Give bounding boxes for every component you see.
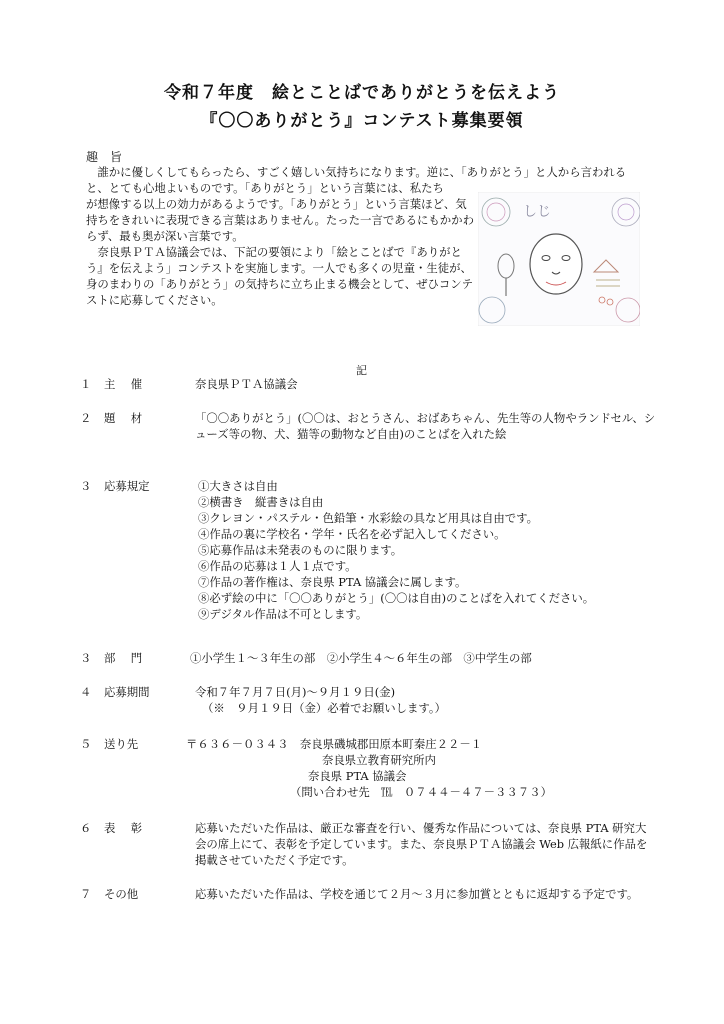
section-value: 応募いただいた作品は、厳正な審査を行い、優秀な作品については、奈良県 PTA 研究大会の席上にて、表彰を予定しています。また、奈良県ＰＴＡ協議会 Web 広報紙に作品を掲載させていただく予定です。 bbox=[195, 821, 648, 867]
section-value: 令和７年７月７日(月)～９月１９日(金) bbox=[195, 685, 396, 699]
svg-text:しじ: しじ bbox=[523, 204, 551, 220]
section-number: ７ bbox=[80, 887, 92, 901]
rule-item: ⑥作品の応募は１人１点です。 bbox=[198, 559, 357, 573]
section-label: 応募規定 bbox=[104, 479, 150, 493]
purpose-paragraph-narrow bbox=[86, 196, 478, 308]
address-line-3: 奈良県 PTA 協議会 bbox=[308, 769, 407, 783]
section-value: ①小学生１～３年生の部 ②小学生４～６年生の部 ③中学生の部 bbox=[190, 651, 532, 665]
section-number: ３ bbox=[80, 479, 92, 493]
purpose-text-3: 奈良県ＰＴＡ協議会では、下記の要領により「絵とことばで『ありがとう』を伝えよう」コンテストを実施します。一人でも多くの児童・生徒が、身のまわりの「ありがとう」の気持ちに立ち止まる機会として、ぜひコンテストに応募してください。 bbox=[86, 245, 474, 307]
title-line-2: 『〇〇ありがとう』コンテスト募集要領 bbox=[200, 111, 524, 131]
purpose-text-1: 誰かに優しくしてもらったら、すごく嬉しい気持ちになります。逆に、「ありがとう」と人から言われると、とても心地よいものです。「ありがとう」という言葉には、私たち bbox=[86, 165, 627, 195]
child-drawing-illustration bbox=[478, 192, 640, 326]
section-label: 表 彰 bbox=[104, 821, 145, 835]
rule-item: ⑦作品の著作権は、奈良県 PTA 協議会に属します。 bbox=[198, 575, 467, 589]
section-label: 送り先 bbox=[104, 737, 139, 751]
section-value: 奈良県ＰＴＡ協議会 bbox=[195, 377, 298, 391]
section-label: 主 催 bbox=[104, 377, 145, 391]
section-number: ３ bbox=[80, 651, 92, 665]
rule-item: ⑨デジタル作品は不可とします。 bbox=[198, 607, 368, 621]
ki-marker: 記 bbox=[356, 364, 367, 377]
contact-phone: （問い合わせ先 ℡ ０７４４－４７－３３７３） bbox=[290, 785, 552, 799]
section-note: （※ ９月１９日（金）必着でお願いします。） bbox=[202, 701, 446, 715]
rule-item: ①大きさは自由 bbox=[198, 479, 278, 493]
rule-item: ②横書き 縦書きは自由 bbox=[198, 495, 324, 509]
address-line-1: 〒６３６－０３４３ 奈良県磯城郡田原本町秦庄２２－１ bbox=[186, 737, 483, 751]
purpose-text-2: が想像する以上の効力があるようです。「ありがとう」という言葉ほど、気持ちをきれいに表現できる言葉はありません。たった一言であるにもかかわらず、最も奥が深い言葉です。 bbox=[86, 197, 474, 243]
section-value: 応募いただいた作品は、学校を通じて２月～３月に参加賞とともに返却する予定です。 bbox=[195, 887, 639, 901]
rule-item: ⑤応募作品は未発表のものに限ります。 bbox=[198, 543, 403, 557]
rule-item: ⑧必ず絵の中に「〇〇ありがとう」(〇〇は自由)のことばを入れてください。 bbox=[198, 591, 595, 605]
section-label: 部 門 bbox=[104, 651, 145, 665]
section-label: 応募期間 bbox=[104, 685, 150, 699]
section-number: ２ bbox=[80, 411, 92, 425]
section-number: １ bbox=[80, 377, 92, 391]
section-number: ４ bbox=[80, 685, 92, 699]
purpose-heading: 趣 旨 bbox=[86, 150, 123, 164]
section-label: その他 bbox=[104, 887, 139, 901]
section-number: ６ bbox=[80, 821, 92, 835]
address-line-2: 奈良県立教育研究所内 bbox=[322, 753, 436, 767]
rule-item: ④作品の裏に学校名・学年・氏名を必ず記入してください。 bbox=[198, 527, 506, 541]
section-number: ５ bbox=[80, 737, 92, 751]
section-value: 「〇〇ありがとう」(〇〇は、おとうさん、おばあちゃん、先生等の人物やランドセル、シューズ等の物、犬、猫等の動物など自由)のことばを入れた絵 bbox=[195, 411, 656, 441]
rule-item: ③クレヨン・パステル・色鉛筆・水彩絵の具など用具は自由です。 bbox=[198, 511, 539, 525]
title-line-1: 令和７年度 絵とことばでありがとうを伝えよう bbox=[164, 83, 560, 103]
rules-list bbox=[198, 478, 724, 622]
section-label: 題 材 bbox=[104, 411, 145, 425]
